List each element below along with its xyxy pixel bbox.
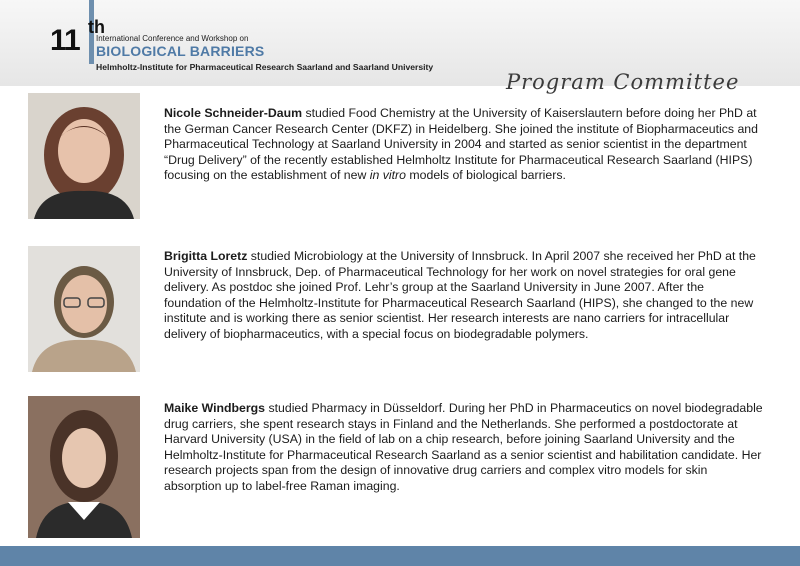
member-bio-1 <box>164 106 764 184</box>
section-title: Program Committee <box>506 70 740 94</box>
edition-number: 11 <box>50 24 80 57</box>
member-bio-3 <box>164 401 764 495</box>
member-name-3: Maike Windbergs <box>164 401 266 415</box>
conference-subtitle: International Conference and Workshop on <box>96 34 249 43</box>
footer-bar <box>0 546 800 566</box>
member-photo-2 <box>28 246 140 372</box>
member-name-1: Nicole Schneider-Daum <box>164 106 303 120</box>
member-bio-italic-1: in vitro <box>369 168 406 183</box>
member-photo-1 <box>28 93 140 219</box>
edition-suffix: th <box>88 17 105 37</box>
institutions-line: Helmholtz-Institute for Pharmaceutical Research Saarland and Saarland University <box>96 62 434 72</box>
member-bio-text-3: studied Pharmacy in Düsseldorf. During her PhD in Pharmaceutics on novel biodegradable drug carriers, she spent research stays in Finland and the Netherlands. She performed a postdoctorate at Harvard University (USA) in the field of lab on a chip research, before joining Saarland University and the Helmholtz-Institute for Pharmaceutical Research Saarland as a senior scientist and habilitation candidate. Her research projects span from the design of innovative drug carriers and complex vitro models for skin absorption up to label-free Raman imaging. <box>164 401 763 493</box>
member-name-2: Brigitta Loretz <box>164 249 248 263</box>
member-photo-3 <box>28 396 140 538</box>
member-bio-text-1b: models of biological barriers. <box>405 168 566 183</box>
member-bio-text-1a: studied Food Chemistry at the University of Kaiserslautern before doing her PhD at the German Cancer Research Center (DKFZ) in Heidelberg. She joined the institute of Biopharmaceutics and Pharmaceutical Technology at Saarland University in 2004 and started as senior scientist in the department “Drug Delivery” of the recently established Helmholtz Institute for Pharmaceutical Research Saarland (HIPS) focusing on the establishment of new <box>164 106 758 183</box>
conference-name: BIOLOGICAL BARRIERS <box>96 43 265 59</box>
member-bio-text-2: studied Microbiology at the University of Innsbruck. In April 2007 she received her PhD at the University of Innsbruck, Dep. of Pharmaceutical Technology for her work on novel strategies for oral gene delivery. As postdoc she joined Prof. Lehr’s group at the Saarland University in June 2007. After the foundation of the Helmholtz-Institute for Pharmaceutical Research Saarland (HIPS), she changed to the new institute and is working there as senior scientist. Her research interests are nano carriers for intracellular delivery of biopharmaceutics, with a special focus on biodegradable polymers. <box>164 249 756 341</box>
member-bio-2 <box>164 249 764 343</box>
